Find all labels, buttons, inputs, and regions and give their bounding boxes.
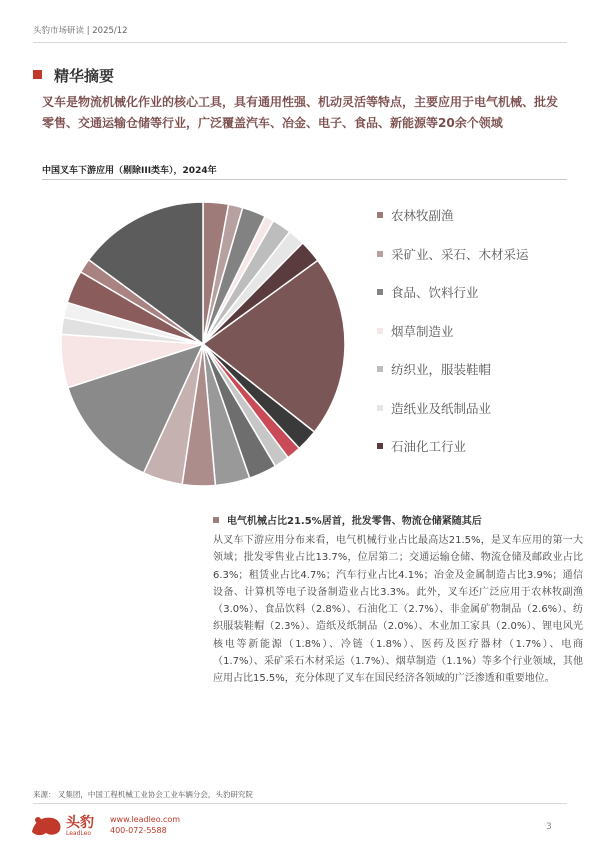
section-title: 精华摘要 [54, 67, 115, 85]
legend-swatch [377, 405, 383, 411]
legend-item [377, 205, 454, 225]
legend-swatch [377, 212, 383, 218]
legend-item [377, 398, 491, 418]
lead-paragraph: 叉车是物流机械化作业的核心工具，具有通用性强、机动灵活等特点，主要应用于电气机械、批发零售、交通运输仓储等行业，广泛覆盖汽车、冶金、电子、食品、新能源等20余个领域 [42, 95, 559, 130]
legend-item [377, 359, 491, 379]
legend-label: 造纸业及纸制品业 [391, 400, 492, 416]
legend-swatch [377, 443, 383, 449]
legend-label: 农林牧副渔 [391, 208, 454, 223]
legend-swatch [377, 251, 383, 257]
legend-item [377, 321, 454, 341]
legend-swatch [377, 366, 383, 372]
legend-item [377, 244, 529, 264]
chart-title: 中国叉车下游应用（剔除III类车），2024年 [42, 166, 217, 176]
analysis-body: 从叉车下游应用分布来看，电气机械行业占比最高达21.5%，是叉车应用的第一大领域；批发零售业占比13.7%，位居第二；交通运输仓储、物流仓储及邮政业占比6.3%；租赁业占比4.7%；汽车行业占比4.1%；冶金及金属制造占比3.9%；通信设备、计算机等电子设备制造业占比3.3%。此外，叉车还广泛应用于农林牧副渔（3.0%）、食品饮料（2.8%）、石油化工（2.7%）、非金属矿物制品（2.6%）、纺织服装鞋帽（2.3%）、造纸及纸制品（2.0%）、木业加工家具（2.0%）、锂电风光核电等新能源（1.8%）、冷链（1.8%）、医药及医疗器材（1.7%）、电商（1.7%）、采矿采石木材采运（1.7%）、烟草制造（1.1%）等多个行业领域，其他应用占比15.5%，充分体现了叉车在国民经济各领域的广泛渗透和重要地位。 [213, 535, 583, 685]
legend-label: 纺织业，服装鞋帽 [391, 362, 492, 377]
logo-text: 头豹 [66, 815, 94, 831]
header-text: 头豹市场研读 | 2025/12 [33, 26, 128, 36]
legend-swatch [377, 289, 383, 295]
website-link[interactable]: www.leadleo.com [110, 815, 181, 824]
legend-item [377, 436, 466, 456]
analysis-subtitle-text: 电气机械占比21.5%居首，批发零售、物流仓储紧随其后 [227, 516, 482, 527]
footer-divider [33, 803, 567, 804]
subtitle-marker [213, 517, 219, 523]
legend-item [377, 282, 479, 302]
legend-label: 石油化工行业 [391, 439, 467, 454]
legend-label: 食品、饮料行业 [391, 285, 479, 300]
analysis-subtitle [213, 512, 482, 527]
legend-swatch [377, 328, 383, 334]
page-number: 3 [546, 822, 552, 832]
phone-number: 400-072-5588 [110, 826, 167, 835]
source-note: 来源： 叉集团，中国工程机械工业协会工业车辆分会，头豹研究院 [33, 790, 253, 799]
logo-subtext: LeadLeo [66, 830, 92, 837]
legend-label: 采矿业、采石、木材采运 [391, 246, 529, 262]
legend-label: 烟草制造业 [391, 323, 454, 339]
